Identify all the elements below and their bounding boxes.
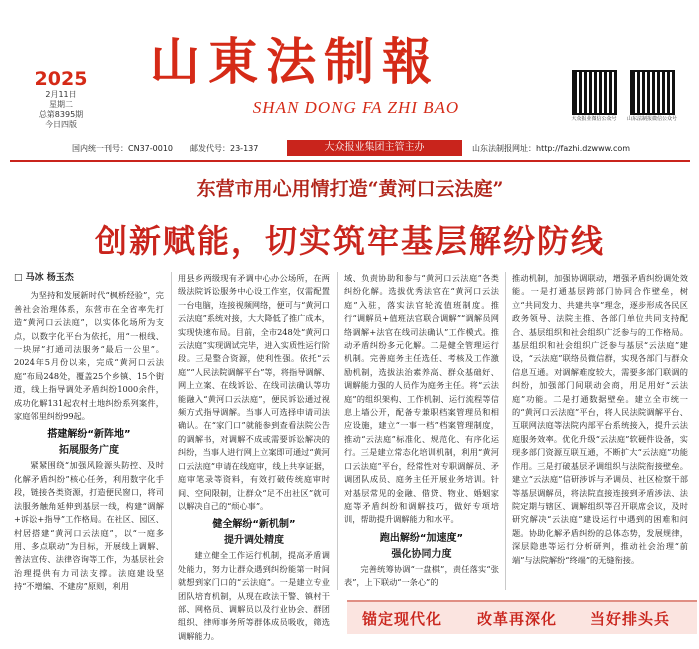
section-subtitle-3: 强化协同力度 xyxy=(391,548,452,560)
qr-right-caption: 山东法制报微信公众号 xyxy=(626,116,677,122)
slogan-1: 锚定现代化 xyxy=(362,610,443,628)
publisher-band: 大众报业集团主管主办 xyxy=(287,140,462,156)
byline-authors: 马冰 杨玉杰 xyxy=(25,273,74,283)
paragraph: 域、负责协助和参与“黄河口云法庭”各类纠纷化解。选拔优秀法官在“黄河口云法庭”入驻，落实法官轮流值班制度。推行“调解员+值班法官联合调解”“调解员网络调解+法官在线司法确认”工作模式。推动矛盾纠纷多元化解。二是健全管理运行机制。完善庭务主任选任、考核及工作激励机制，选拔法治素养高、群众基础好、调解能力强的人员作为庭务主任。将“云法庭”的组织架构、工作机制、运行流程等信息上墙公开，配备专兼职档案管理员和相应设施，建立“一事一档”档案管理制度，推动“云法庭”标准化、规范化、有序化运行。三是建立常态化培训机制，利用“黄河口云法庭”平台，经常性对专职调解员、矛调团队成员、庭务主任开展业务培训。针对基层常见的金融、借贷、物业、婚姻家庭等矛盾纠纷和调解技巧，做好专项培训，帮助提升调解能力和水平。 xyxy=(344,273,499,525)
byline: □ 马冰 杨玉杰 xyxy=(14,273,74,283)
date-line: 2月11日 xyxy=(45,90,77,99)
paragraph: 紧紧围绕“加强风险源头防控、及时化解矛盾纠纷”核心任务，利用数字化手段，链接各类资源，打造便民窗口，将司法服务触角延伸到基层一线，构建“调解+诉讼+指导”工作格局。在社区、园区、村居搭建“黄河口云法庭”，以“一庭多用、多点联动”为目标，开展线上调解、普法宣传、法律咨询等工作，为基层社会治理提供有力司法支撑。法庭建设坚持“不增编、不建房”原则，利用 xyxy=(14,460,164,592)
section-subtitle-1: 拓展服务广度 xyxy=(59,445,119,457)
column-1 xyxy=(14,272,164,597)
qr-left-caption: 大众报业微信公众号 xyxy=(571,116,617,122)
year: 2025 xyxy=(34,68,88,90)
header-rule xyxy=(10,160,690,162)
paragraph: 用县乡两级现有矛调中心办公场所，在两级法院诉讼服务中心设工作室，仅需配置一台电脑，连接视频网络，便可与“黄河口云法庭”系统对接，大大降低了推广成本，实现快速布局。目前，全市248处“黄河口云法庭”实现调试完毕，进入实质性运行阶段。三是整合资源，使利性强。依托“云庭”“人民法院调解平台”等，将指导调解、网上立案、在线诉讼、在线司法确认等功能融入“黄河口云法庭”，便民诉讼通过视频方式指导调解。当事人可选择申请司法确认。在“家门口”就能参到查看法院公告的调解书，对调解不成或需要诉讼解决的纠纷，当事人进行网上立案即可通过“黄河口云法庭”申请在线庭审，线上共享证据，庭审笔录等资料，有效打破传统庭审时间、空间限制，让群众“足不出社区”就可以解决自己的“烦心事”。 xyxy=(178,273,330,511)
qr-left xyxy=(572,70,624,122)
weekday: 星期二 xyxy=(49,100,73,109)
section-title-3: 跑出解纷“加速度” xyxy=(379,532,464,544)
column-3 xyxy=(344,272,499,597)
intro-paragraph: 为坚持和发展新时代“枫桥经验”，完善社会治理体系，东营市在全省率先打造“黄河口云法庭”，以实体化场所为支点，以数字化平台为依托，用“一根线、一块屏”打通司法服务“最后一公里”。2024年5月份以来，完成“黄河口云法庭”布局248处，覆盖25个乡镇、15个街道，线上指导调处矛盾纠纷1000余件，成功化解131起农村土地纠纷系列案件，家庭邻里纠纷99起。 xyxy=(14,290,164,422)
masthead-pinyin: SHAN DONG FA ZHI BAO xyxy=(252,98,460,117)
column-divider xyxy=(505,272,506,590)
post-code: 邮发代号：23-137 xyxy=(190,144,259,153)
paragraph: 建立健全工作运行机制，提高矛盾调处能力，努力让群众遇到纠纷能第一时间就想到家门口的“云法庭”。一是建立专业团队培育机制，从现在政法干警、镇村干部、网格员、调解员以及行业协会、群团组织、律师事务所等群体成员吸收，筛选调解能力。 xyxy=(178,550,330,641)
paragraph: 推动机制，加强协调联动，增强矛盾纠纷调处效能。一是打通基层跨部门协同合作壁垒，树立“共同发力、共建共享”理念，逐步形成各民区政务领导、法院主推、各部门单位共同支持配合、基层组织和社会组织广泛参与的工作格局。基层组织和社会组织广泛参与基层“云法庭”建设，“云法庭”联络员微信群，实现各部门与群众信息互通。对调解难度较大，需要多部门联调的纠纷，加强部门间联动会商，用足用好“云法庭”功能。二是打通数据壁垒。建立全市统一的“黄河口云法庭”平台，将人民法院调解平台、互联网法庭等法院内部平台系统接入，提升云法庭服务效率。优化升级“云法庭”软硬件设备，实现多部门资源互联互通，不断扩大“云法庭”功能作用。三是打破基层矛调组织与法院衔接壁垒。建立“云法庭”信研涉诉与矛调员、社区检察干部等基层调解员，将法院直接连接到矛盾涉法、法院定期与辖区、调解组织等召开联席会议，及时研究解决“云法庭”建设运行中遇到的困难和问题。协助化解矛盾纠纷的总体态势，发展规律，深层隐患等运行分析研判，推动社会治理“前端”与法院解纷“终端”的无缝衔接。 xyxy=(512,273,688,565)
column-4 xyxy=(512,272,688,597)
issue-number: 总第8395期 xyxy=(38,110,84,119)
column-2 xyxy=(178,272,330,641)
qr-right xyxy=(626,70,682,122)
slogan-2: 改革再深化 xyxy=(477,610,558,628)
cn-number: 国内统一刊号：CN37-0010 xyxy=(72,144,173,153)
section-subtitle-2: 提升调处精度 xyxy=(224,535,284,547)
qr-code-icon xyxy=(572,70,617,115)
slogan-banner xyxy=(347,600,697,634)
date-box xyxy=(18,68,104,130)
section-title-1: 搭建解纷“新阵地” xyxy=(47,429,131,441)
section-title-2: 健全解纷“新机制” xyxy=(212,519,296,531)
paragraph: 完善统筹协调“一盘棋”，责任落实“张表”，上下联动“一条心”的 xyxy=(344,563,499,588)
article-subtitle: 东营市用心用情打造“黄河口云法庭” xyxy=(196,178,504,200)
page-count: 今日四版 xyxy=(45,120,77,129)
column-divider xyxy=(171,272,172,590)
masthead-title: 山東法制報 xyxy=(150,32,440,91)
column-divider xyxy=(337,272,338,590)
website: 山东法制报网址：http://fazhi.dzwww.com xyxy=(472,144,631,153)
info-bar xyxy=(72,140,687,156)
slogan-3: 当好排头兵 xyxy=(590,610,671,628)
qr-code-icon xyxy=(630,70,675,115)
article-headline: 创新赋能，切实筑牢基层解纷防线 xyxy=(94,222,605,260)
